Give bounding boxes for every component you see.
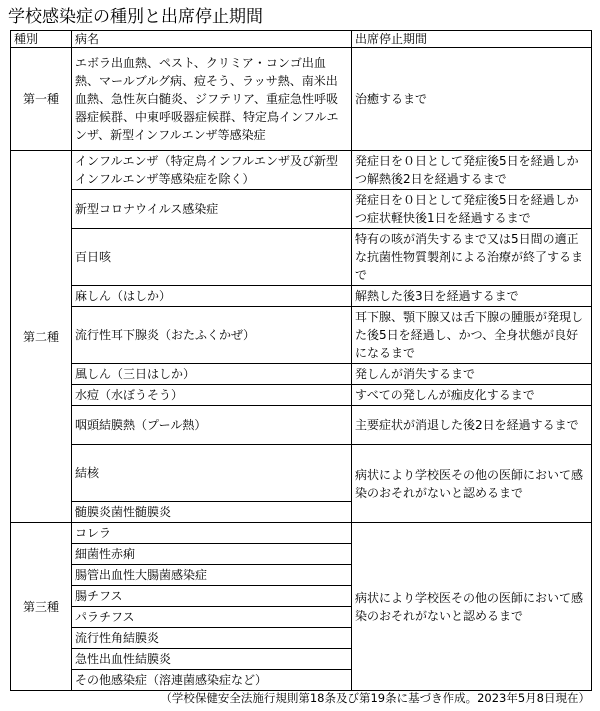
table-row <box>11 364 592 385</box>
disease-cell: 新型コロナウイルス感染症 <box>72 190 352 229</box>
disease-cell: インフルエンザ（特定鳥インフルエンザ及び新型インフルエンザ等感染症を除く） <box>72 151 352 190</box>
disease-cell: 髄膜炎菌性髄膜炎 <box>72 502 352 523</box>
table-row <box>11 445 592 502</box>
disease-cell: コレラ <box>72 523 352 544</box>
period-cell: 治癒するまで <box>352 48 592 151</box>
period-cell: 発しんが消失するまで <box>352 364 592 385</box>
period-cell: 病状により学校医その他の医師において感染のおそれがないと認めるまで <box>352 523 592 691</box>
period-cell: すべての発しんが痂皮化するまで <box>352 385 592 406</box>
period-cell: 主要症状が消退した後2日を経過するまで <box>352 406 592 445</box>
disease-cell: その他感染症（溶連菌感染症など） <box>72 670 352 691</box>
infection-table <box>10 30 592 691</box>
table-row <box>11 385 592 406</box>
header-category: 種別 <box>11 31 72 48</box>
disease-cell: 麻しん（はしか） <box>72 286 352 307</box>
disease-cell: エボラ出血熱、ペスト、クリミア・コンゴ出血熱、マールブルグ病、痘そう、ラッサ熱、南米出血熱、急性灰白髄炎、ジフテリア、重症急性呼吸器症候群、中東呼吸器症候群、特定鳥インフルエンザ、新型インフルエンザ等感染症 <box>72 48 352 151</box>
table-row <box>11 406 592 445</box>
category-type1: 第一種 <box>11 48 72 151</box>
table-row <box>11 523 592 544</box>
period-cell: 耳下腺、顎下腺又は舌下腺の腫脹が発現した後5日を経過し、かつ、全身状態が良好になるまで <box>352 307 592 364</box>
table-row <box>11 307 592 364</box>
period-cell: 特有の咳が消失するまで又は5日間の適正な抗菌性物質製剤による治療が終了するまで <box>352 229 592 286</box>
period-cell: 病状により学校医その他の医師において感染のおそれがないと認めるまで <box>352 445 592 523</box>
disease-cell: パラチフス <box>72 607 352 628</box>
table-header-row <box>11 31 592 48</box>
disease-cell: 風しん（三日はしか） <box>72 364 352 385</box>
disease-cell: 腸管出血性大腸菌感染症 <box>72 565 352 586</box>
table-row <box>11 229 592 286</box>
disease-cell: 腸チフス <box>72 586 352 607</box>
disease-cell: 流行性角結膜炎 <box>72 628 352 649</box>
disease-cell: 細菌性赤痢 <box>72 544 352 565</box>
header-disease: 病名 <box>72 31 352 48</box>
disease-cell: 急性出血性結膜炎 <box>72 649 352 670</box>
disease-cell: 流行性耳下腺炎（おたふくかぜ） <box>72 307 352 364</box>
disease-cell: 百日咳 <box>72 229 352 286</box>
page-title: 学校感染症の種別と出席停止期間 <box>8 7 263 27</box>
category-type2: 第二種 <box>11 151 72 523</box>
disease-cell: 咽頭結膜熱（プール熱） <box>72 406 352 445</box>
category-type3: 第三種 <box>11 523 72 691</box>
table-row <box>11 48 592 151</box>
header-period: 出席停止期間 <box>352 31 592 48</box>
source-footnote: （学校保健安全法施行規則第18条及び第19条に基づき作成。2023年5月8日現在） <box>160 691 590 705</box>
disease-cell: 結核 <box>72 445 352 502</box>
period-cell: 発症日を０日として発症後5日を経過しかつ症状軽快後1日を経過するまで <box>352 190 592 229</box>
period-cell: 発症日を０日として発症後5日を経過しかつ解熱後2日を経過するまで <box>352 151 592 190</box>
period-cell: 解熱した後3日を経過するまで <box>352 286 592 307</box>
table-row <box>11 190 592 229</box>
table-row <box>11 151 592 190</box>
disease-cell: 水痘（水ぼうそう） <box>72 385 352 406</box>
table-row <box>11 286 592 307</box>
